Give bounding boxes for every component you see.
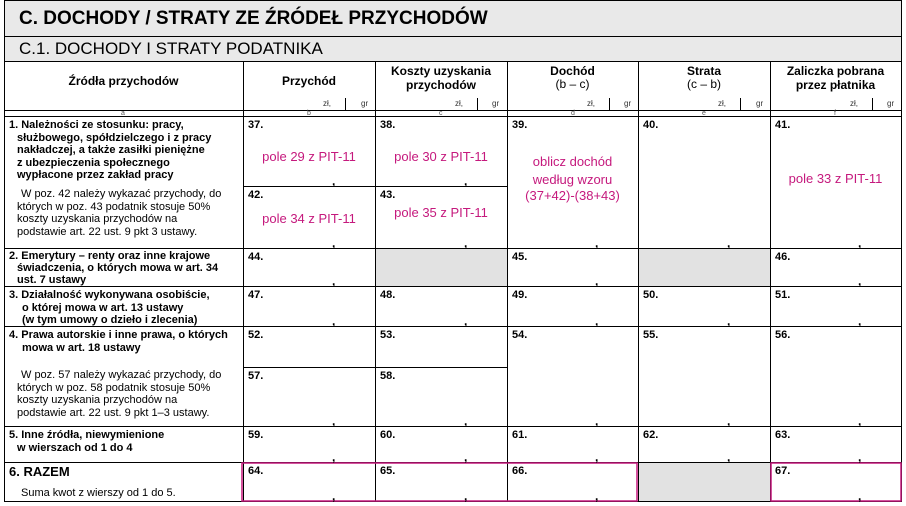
row3-label-2: o której mowa w art. 13 ustawy	[22, 301, 184, 314]
unit-zl-income: zł,	[587, 99, 595, 108]
row2-label-1: 2. Emerytury – renty oraz inne krajowe	[9, 250, 211, 262]
row2-label-3: ust. 7 ustawy	[17, 274, 87, 286]
field-number: 42.	[248, 189, 264, 201]
field-number: 43.	[380, 189, 396, 201]
field-65[interactable]	[376, 463, 507, 501]
annotation-pole-30: pole 30 z PIT-11	[394, 149, 488, 164]
row1-note-3: koszty uzyskania przychodów na	[17, 213, 178, 225]
row4-note-4: podstawie art. 22 ust. 9 pkt 1–3 ustawy.	[17, 406, 210, 419]
decimal-separator: ,	[464, 236, 468, 250]
row6-note: Suma kwot z wierszy od 1 do 5.	[21, 487, 176, 499]
decimal-separator: ,	[858, 450, 862, 464]
field-number: 46.	[775, 251, 791, 263]
col-letter-f: f	[834, 110, 836, 117]
decimal-separator: ,	[332, 414, 336, 428]
field-47[interactable]	[244, 287, 375, 326]
annotation-calc-line1: oblicz dochód	[532, 154, 613, 169]
decimal-separator: ,	[464, 450, 468, 464]
field-61[interactable]	[508, 427, 638, 462]
decimal-separator: ,	[595, 314, 599, 328]
row4-note-3: koszty uzyskania przychodów na	[17, 394, 178, 406]
row1-note-2: których w poz. 43 podatnik stosuje 50%	[17, 200, 211, 213]
decimal-separator: ,	[332, 236, 336, 250]
decimal-separator: ,	[464, 314, 468, 328]
header-source: Źródła przychodów	[68, 74, 179, 88]
field-50[interactable]	[639, 287, 770, 326]
field-53[interactable]	[376, 327, 507, 367]
field-63[interactable]	[771, 427, 901, 462]
field-number: 63.	[775, 429, 791, 441]
decimal-separator: ,	[332, 450, 336, 464]
decimal-separator: ,	[858, 236, 862, 250]
decimal-separator: ,	[595, 414, 599, 428]
row2-label-2: świadczenia, o których mowa w art. 34	[17, 262, 219, 274]
annotation-pole-33: pole 33 z PIT-11	[788, 171, 883, 186]
field-number: 61.	[512, 429, 528, 441]
decimal-separator: ,	[464, 489, 468, 503]
field-number: 58.	[380, 370, 396, 382]
decimal-separator: ,	[464, 174, 468, 188]
unit-gr-income: gr	[624, 99, 632, 108]
decimal-separator: ,	[332, 274, 336, 288]
header-costs-line2: przychodów	[405, 78, 476, 92]
row1-label-1: 1. Należności ze stosunku: pracy,	[9, 119, 184, 131]
field-number: 37.	[248, 119, 264, 131]
disabled-cell-loss-r6	[638, 463, 770, 502]
header-income-formula: (b – c)	[555, 77, 590, 91]
decimal-separator: ,	[595, 274, 599, 288]
decimal-separator: ,	[332, 174, 336, 188]
field-57[interactable]	[244, 368, 375, 426]
row4-note-2: których w poz. 58 podatnik stosuje 50%	[17, 381, 211, 394]
decimal-separator: ,	[727, 314, 731, 328]
decimal-separator: ,	[727, 236, 731, 250]
unit-zl-loss: zł,	[718, 99, 726, 108]
field-48[interactable]	[376, 287, 507, 326]
row4-label-1: 4. Prawa autorskie i inne prawa, o których	[9, 329, 228, 341]
decimal-separator: ,	[332, 314, 336, 328]
field-49[interactable]	[508, 287, 638, 326]
field-59[interactable]	[244, 427, 375, 462]
field-number: 55.	[643, 329, 659, 341]
field-45[interactable]	[508, 249, 638, 286]
header-costs-line1: Koszty uzyskania	[390, 64, 492, 78]
unit-zl-costs: zł,	[455, 99, 463, 108]
header-loss-formula: (c – b)	[686, 77, 721, 91]
decimal-separator: ,	[727, 414, 731, 428]
col-letter-b: b	[307, 110, 311, 117]
row1-note-4: podstawie art. 22 ust. 9 pkt 3 ustawy.	[17, 225, 198, 238]
field-number: 52.	[248, 329, 264, 341]
field-52[interactable]	[244, 327, 375, 367]
disabled-cell-loss-r2	[638, 248, 770, 286]
header-loss: Strata	[686, 64, 721, 78]
field-58[interactable]	[376, 368, 507, 426]
row1-note-1: W poz. 42 należy wykazać przychody, do	[21, 188, 222, 200]
decimal-separator: ,	[332, 489, 336, 503]
row3-label-1: 3. Działalność wykonywana osobiście,	[9, 289, 210, 301]
field-number: 59.	[248, 429, 264, 441]
row1-label-3: nakładczej, a także zasiłki pieniężne	[17, 144, 205, 156]
col-letter-d: d	[571, 110, 575, 117]
col-letter-a: a	[121, 110, 125, 117]
field-40[interactable]	[639, 117, 770, 248]
row5-label-1: 5. Inne źródła, niewymienione	[9, 429, 165, 441]
decimal-separator: ,	[858, 274, 862, 288]
decimal-separator: ,	[858, 489, 862, 503]
annotation-calc-line3: (37+42)-(38+43)	[525, 188, 620, 203]
annotation-pole-35: pole 35 z PIT-11	[394, 205, 488, 220]
field-number: 65.	[380, 465, 396, 477]
col-letter-e: e	[702, 110, 706, 117]
row3-label-3: (w tym umowy o dzieło i zlecenia)	[22, 314, 198, 326]
field-number: 66.	[512, 465, 528, 477]
field-number: 50.	[643, 289, 659, 301]
decimal-separator: ,	[595, 450, 599, 464]
row1-label-2: służbowego, spółdzielczego i z pracy	[17, 131, 212, 144]
field-66[interactable]	[508, 463, 638, 501]
field-number: 62.	[643, 429, 659, 441]
field-number: 64.	[248, 465, 264, 477]
decimal-separator: ,	[858, 314, 862, 328]
unit-gr-revenue: gr	[361, 99, 369, 108]
unit-gr-costs: gr	[492, 99, 500, 108]
disabled-cell-costs-r2	[375, 248, 507, 286]
field-number: 47.	[248, 289, 264, 301]
field-number: 38.	[380, 119, 396, 131]
field-number: 48.	[380, 289, 396, 301]
annotation-calc-line2: według wzoru	[532, 172, 613, 187]
row1-label-5: wypłacone przez zakład pracy	[17, 169, 174, 181]
row4-note-1: W poz. 57 należy wykazać przychody, do	[21, 369, 222, 381]
row4-label-2: mowa w art. 18 ustawy	[22, 341, 141, 354]
header-income: Dochód	[550, 64, 595, 78]
field-number: 57.	[248, 370, 264, 382]
field-number: 67.	[775, 465, 791, 477]
annotation-pole-29: pole 29 z PIT-11	[262, 149, 356, 164]
field-number: 51.	[775, 289, 791, 301]
field-67[interactable]	[771, 463, 901, 501]
row5-label-2: w wierszach od 1 do 4	[17, 441, 133, 454]
row1-label-4: z ubezpieczenia społecznego	[17, 156, 170, 169]
field-number: 54.	[512, 329, 528, 341]
col-letter-c: c	[439, 110, 443, 117]
field-number: 60.	[380, 429, 396, 441]
field-56[interactable]	[771, 327, 901, 426]
decimal-separator: ,	[858, 414, 862, 428]
field-number: 44.	[248, 251, 264, 263]
unit-zl-revenue: zł,	[323, 99, 331, 108]
subsection-title: C.1. DOCHODY I STRATY PODATNIKA	[4, 37, 902, 61]
field-62[interactable]	[639, 427, 770, 462]
field-number: 56.	[775, 329, 791, 341]
decimal-separator: ,	[595, 236, 599, 250]
field-55[interactable]	[639, 327, 770, 426]
header-advance-line1: Zaliczka pobrana	[786, 64, 885, 78]
field-number: 40.	[643, 119, 659, 131]
field-number: 53.	[380, 329, 396, 341]
field-number: 49.	[512, 289, 528, 301]
field-60[interactable]	[376, 427, 507, 462]
field-46[interactable]	[771, 249, 901, 286]
row6-label: 6. RAZEM	[9, 464, 70, 479]
field-44[interactable]	[244, 249, 375, 286]
field-number: 39.	[512, 119, 528, 131]
decimal-separator: ,	[595, 489, 599, 503]
unit-zl-advance: zł,	[850, 99, 858, 108]
annotation-pole-34: pole 34 z PIT-11	[262, 211, 356, 226]
unit-gr-advance: gr	[887, 99, 895, 108]
field-54[interactable]	[508, 327, 638, 426]
field-51[interactable]	[771, 287, 901, 326]
field-64[interactable]	[244, 463, 375, 501]
unit-gr-loss: gr	[756, 99, 764, 108]
decimal-separator: ,	[464, 414, 468, 428]
section-title: C. DOCHODY / STRATY ZE ŹRÓDEŁ PRZYCHODÓW	[4, 0, 902, 37]
field-number: 45.	[512, 251, 528, 263]
header-advance-line2: przez płatnika	[795, 78, 876, 92]
decimal-separator: ,	[727, 450, 731, 464]
header-revenue: Przychód	[281, 74, 336, 88]
field-number: 41.	[775, 119, 791, 131]
